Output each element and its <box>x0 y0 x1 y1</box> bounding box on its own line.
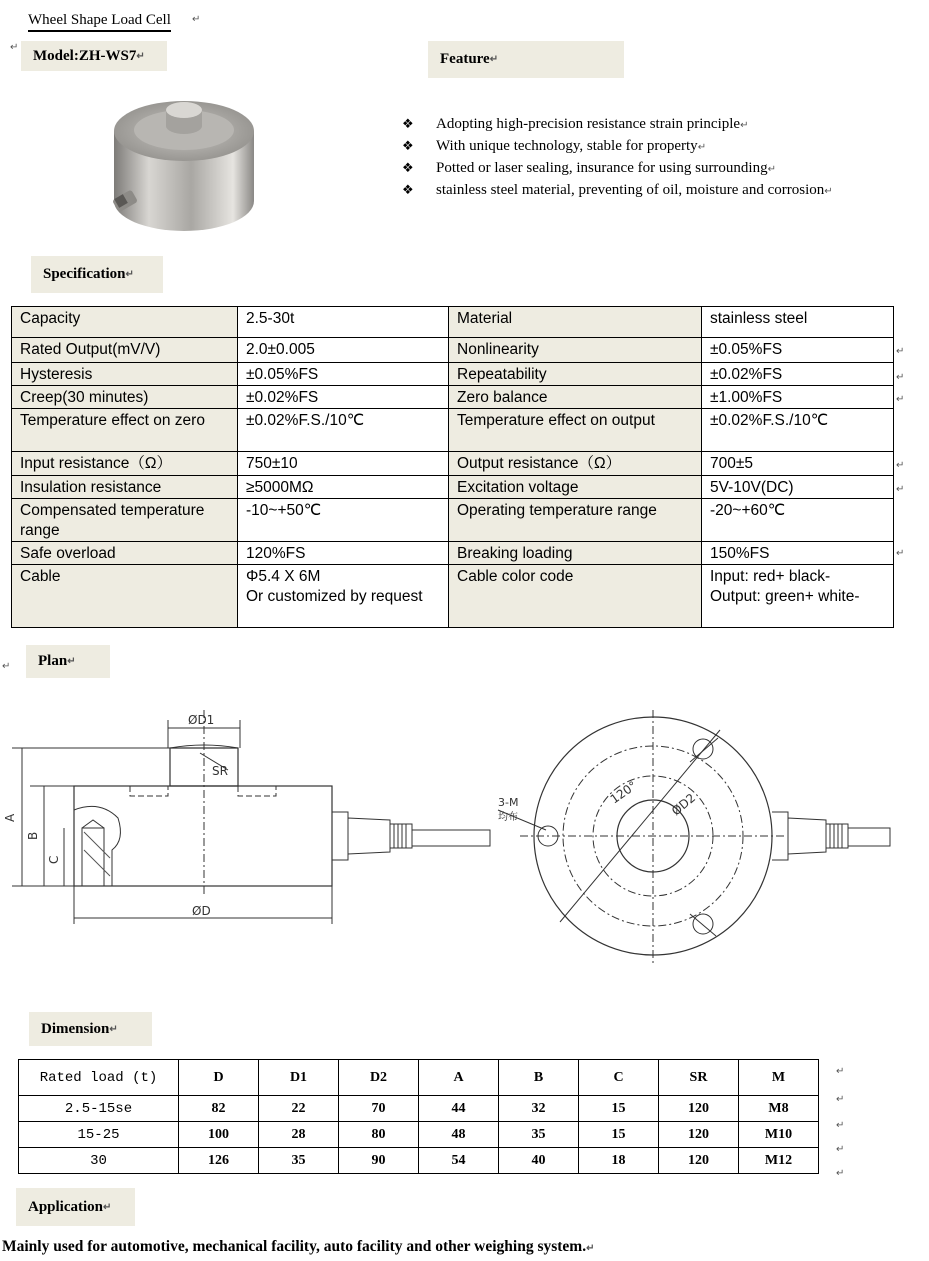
table-header-row <box>19 1060 819 1096</box>
spec-key: Creep(30 minutes) <box>12 386 238 409</box>
spec-value: Input: red+ black- Output: green+ white- <box>702 565 894 628</box>
spec-key: Compensated temperature range <box>12 499 238 542</box>
plan-drawing <box>0 700 929 975</box>
spec-value: -20~+60℃ <box>702 499 894 542</box>
table-row <box>19 1148 819 1174</box>
spec-value: 2.0±0.005 <box>238 338 449 363</box>
table-row <box>12 452 894 476</box>
specification-table <box>11 306 894 628</box>
column-header: C <box>579 1060 659 1096</box>
dimension-table <box>18 1059 819 1174</box>
feature-list <box>400 114 856 202</box>
spec-value: 750±10 <box>238 452 449 476</box>
table-row <box>12 499 894 542</box>
table-cell: M10 <box>739 1122 819 1148</box>
spec-value: ±0.05%FS <box>702 338 894 363</box>
label-m: 3-M <box>498 796 519 809</box>
label-d1: ØD1 <box>188 713 215 727</box>
table-cell: 80 <box>339 1122 419 1148</box>
table-cell: 120 <box>659 1148 739 1174</box>
column-header: B <box>499 1060 579 1096</box>
label-a: A <box>3 813 17 822</box>
spec-value: ±0.02%F.S./10℃ <box>702 409 894 452</box>
top-view <box>498 710 890 966</box>
table-cell: 40 <box>499 1148 579 1174</box>
spec-key: Repeatability <box>449 363 702 386</box>
spec-key: Breaking loading <box>449 542 702 565</box>
column-header: Rated load (t) <box>19 1060 179 1096</box>
table-cell: 32 <box>499 1096 579 1122</box>
feature-label: Feature ↵ <box>428 41 624 78</box>
table-row <box>12 386 894 409</box>
spec-value: ±0.02%F.S./10℃ <box>238 409 449 452</box>
spec-value: ±1.00%FS <box>702 386 894 409</box>
list-item: ❖ Potted or laser sealing, insurance for using surrounding↵ <box>400 158 856 180</box>
spec-key: Cable color code <box>449 565 702 628</box>
spec-key: Cable <box>12 565 238 628</box>
table-cell: 2.5-15se <box>19 1096 179 1122</box>
spec-value: 700±5 <box>702 452 894 476</box>
spec-key: Rated Output(mV/V) <box>12 338 238 363</box>
table-cell: 15-25 <box>19 1122 179 1148</box>
table-row <box>12 565 894 628</box>
diamond-bullet-icon: ❖ <box>402 117 414 132</box>
spec-key: Temperature effect on zero <box>12 409 238 452</box>
table-cell: 54 <box>419 1148 499 1174</box>
table-cell: 90 <box>339 1148 419 1174</box>
specification-label: Specification ↵ <box>31 256 163 293</box>
column-header: M <box>739 1060 819 1096</box>
column-header: A <box>419 1060 499 1096</box>
table-row <box>19 1122 819 1148</box>
label-angle: 120° <box>607 778 640 807</box>
diamond-bullet-icon: ❖ <box>402 183 414 198</box>
table-cell: 22 <box>259 1096 339 1122</box>
spec-value: ≥5000MΩ <box>238 476 449 499</box>
column-header: SR <box>659 1060 739 1096</box>
label-d2: ØD2 <box>668 790 699 819</box>
table-cell: 120 <box>659 1096 739 1122</box>
table-cell: M12 <box>739 1148 819 1174</box>
label-d: ØD <box>192 904 211 918</box>
spec-value: ±0.02%FS <box>238 386 449 409</box>
spec-value: ±0.02%FS <box>702 363 894 386</box>
spec-key: Safe overload <box>12 542 238 565</box>
spec-key: Temperature effect on output <box>449 409 702 452</box>
plan-label: Plan ↵ <box>26 645 110 678</box>
table-row <box>12 338 894 363</box>
load-cell-photo <box>104 86 264 236</box>
spec-value: 5V-10V(DC) <box>702 476 894 499</box>
table-cell: 120 <box>659 1122 739 1148</box>
table-row <box>12 476 894 499</box>
spec-key: Input resistance（Ω） <box>12 452 238 476</box>
spec-key: Zero balance <box>449 386 702 409</box>
list-item: ❖ stainless steel material, preventing of oil, moisture and corrosion↵ <box>400 180 856 202</box>
spec-key: Excitation voltage <box>449 476 702 499</box>
spec-value: Φ5.4 X 6M Or customized by request <box>238 565 449 628</box>
list-item: ❖ Adopting high-precision resistance strain principle↵ <box>400 114 856 136</box>
table-cell: 30 <box>19 1148 179 1174</box>
table-cell: 28 <box>259 1122 339 1148</box>
spec-key: Hysteresis <box>12 363 238 386</box>
table-cell: 44 <box>419 1096 499 1122</box>
column-header: D1 <box>259 1060 339 1096</box>
table-cell: 15 <box>579 1122 659 1148</box>
table-cell: 15 <box>579 1096 659 1122</box>
spec-key: Output resistance（Ω） <box>449 452 702 476</box>
page-title: Wheel Shape Load Cell <box>28 10 171 32</box>
table-cell: 126 <box>179 1148 259 1174</box>
table-cell: 18 <box>579 1148 659 1174</box>
label-sr: SR <box>212 764 228 778</box>
paragraph-mark: ↵ <box>10 42 19 53</box>
paragraph-mark: ↵ <box>192 14 201 25</box>
spec-value: ±0.05%FS <box>238 363 449 386</box>
spec-value: 120%FS <box>238 542 449 565</box>
dimension-label: Dimension ↵ <box>29 1012 152 1046</box>
spec-key: Insulation resistance <box>12 476 238 499</box>
column-header: D2 <box>339 1060 419 1096</box>
label-b: B <box>26 831 40 840</box>
side-view <box>3 710 490 924</box>
label-c: C <box>47 855 61 864</box>
spec-key: Nonlinearity <box>449 338 702 363</box>
column-header: D <box>179 1060 259 1096</box>
spec-value: 2.5-30t <box>238 307 449 338</box>
table-cell: 35 <box>259 1148 339 1174</box>
table-cell: 100 <box>179 1122 259 1148</box>
table-row <box>12 363 894 386</box>
table-cell: 48 <box>419 1122 499 1148</box>
spec-key: Operating temperature range <box>449 499 702 542</box>
spec-value: stainless steel <box>702 307 894 338</box>
label-m-sub: 均布 <box>498 812 518 823</box>
table-cell: 82 <box>179 1096 259 1122</box>
table-row <box>19 1096 819 1122</box>
list-item: ❖ With unique technology, stable for property↵ <box>400 136 856 158</box>
table-row <box>12 542 894 565</box>
spec-value: 150%FS <box>702 542 894 565</box>
table-row <box>12 307 894 338</box>
application-text: Mainly used for automotive, mechanical facility, auto facility and other weighing system.↵ <box>2 1238 595 1255</box>
diamond-bullet-icon: ❖ <box>402 139 414 154</box>
table-cell: 70 <box>339 1096 419 1122</box>
table-cell: 35 <box>499 1122 579 1148</box>
model-label: Model:ZH-WS7 ↵ <box>21 41 167 71</box>
spec-value: -10~+50℃ <box>238 499 449 542</box>
table-row <box>12 409 894 452</box>
spec-key: Capacity <box>12 307 238 338</box>
spec-key: Material <box>449 307 702 338</box>
table-cell: M8 <box>739 1096 819 1122</box>
diamond-bullet-icon: ❖ <box>402 161 414 176</box>
application-label: Application ↵ <box>16 1188 135 1226</box>
